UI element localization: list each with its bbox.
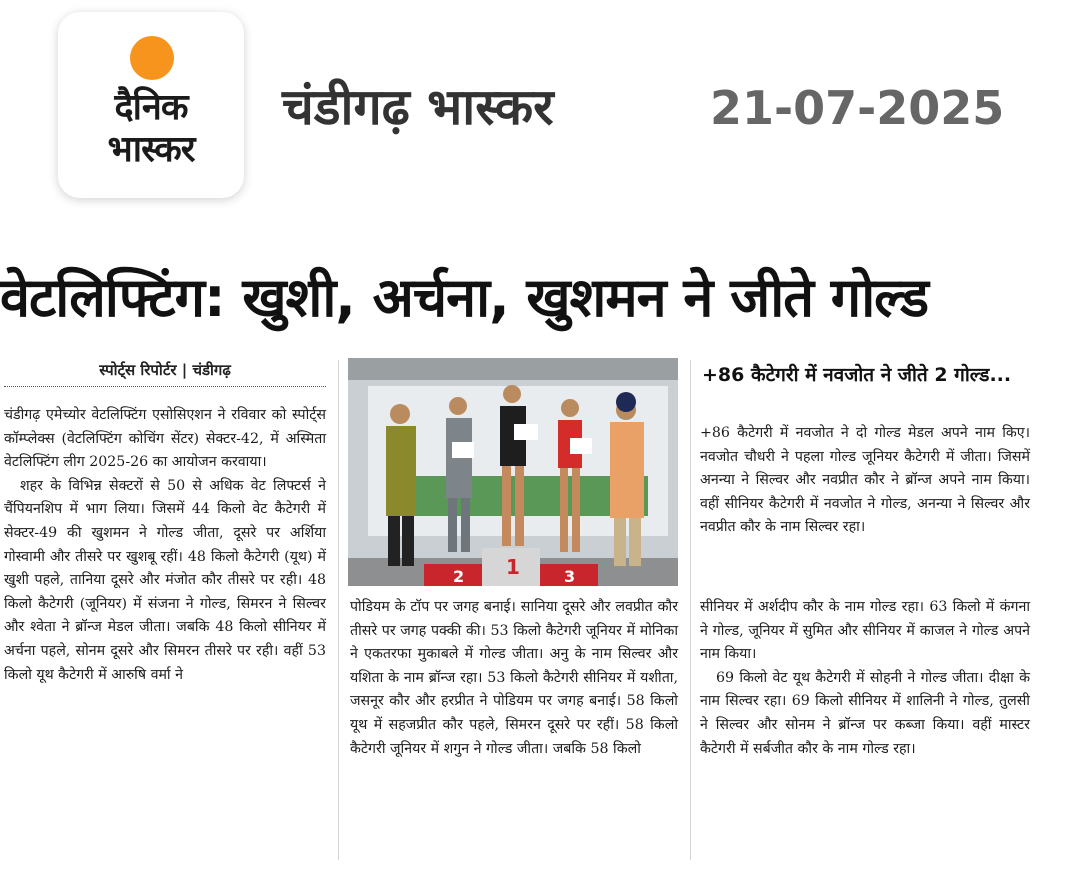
podium-photo <box>348 358 678 586</box>
sub-story <box>700 422 1030 540</box>
byline-divider <box>4 386 326 387</box>
paragraph-intro: चंडीगढ़ एमेच्योर वेटलिफ्टिंग एसोसिएशन ने रविवार को स्पोर्ट्स कॉम्प्लेक्स (वेटलिफ्टिंग कोचिंग सेंटर) सेक्टर-42, में अस्मिता वेटलिफ्टिंग लीग 2025-26 का आयोजन करवाया। <box>4 407 326 471</box>
paragraph-results-2: पोडियम के टॉप पर जगह बनाई। सानिया दूसरे और लवप्रीत कौर तीसरे पर जगह पक्की की। 53 किलो कैटेगरी जूनियर में मोनिका ने एकतरफा मुकाबले में गोल्ड जीता। अनु के नाम सिल्वर और यशिता के नाम ब्रॉन्ज रहा। 53 किलो कैटेगरी सीनियर में यशीता, जसनूर कौर और हरप्रीत ने पोडियम पर जगह बनाई। 58 किलो यूथ में सहजप्रीत कौर पहले, सिमरन दूसरे पर रहीं। 58 किलो कैटेगरी जूनियर में शगुन ने गोल्ड जीता। जबकि 58 किलो <box>350 599 678 757</box>
podium-label-first: 1 <box>506 555 520 579</box>
article-headline: वेटलिफ्टिंग: खुशी, अर्चना, खुशमन ने जीते गोल्ड <box>0 266 929 329</box>
podium-label-third: 3 <box>564 567 576 586</box>
logo-text-line2: भास्कर <box>107 129 195 170</box>
column-divider <box>338 360 339 860</box>
article-byline: स्पोर्ट्स रिपोर्टर | चंडीगढ़ <box>99 361 231 379</box>
sun-icon <box>130 36 174 80</box>
podium-label-second: 2 <box>453 567 465 586</box>
article-column-3 <box>700 596 1030 761</box>
column-divider <box>690 360 691 860</box>
paragraph-results-4: 69 किलो वेट यूथ कैटेगरी में सोहनी ने गोल्ड जीता। दीक्षा के नाम सिल्वर रहा। 69 किलो सीनियर में शालिनी ने गोल्ड, तुलसी ने सिल्वर और सोनम ने ब्रॉन्ज पर कब्जा किया। वहीं मास्टर कैटेगरी में सर्बजीत कौर के नाम गोल्ड रहा। <box>700 669 1030 757</box>
edition-name: चंडीगढ़ भास्कर <box>282 78 554 136</box>
sub-headline: +86 कैटेगरी में नवजोत ने जीते 2 गोल्ड... <box>702 364 1012 386</box>
article-column-2 <box>350 596 678 761</box>
newspaper-logo <box>58 12 244 198</box>
logo-text-line1: दैनिक <box>114 87 188 128</box>
paragraph-results-3: सीनियर में अर्शदीप कौर के नाम गोल्ड रहा। 63 किलो में कंगना ने गोल्ड, जूनियर में सुमित और सीनियर में काजल ने गोल्ड अपने नाम किया। <box>700 599 1030 663</box>
paragraph-substory: +86 कैटेगरी में नवजोत ने दो गोल्ड मेडल अपने नाम किए। नवजोत चौधरी ने पहला गोल्ड जूनियर कैटेगरी में जीता। जिसमें अनन्या ने सिल्वर और नवप्रीत कौर ने ब्रॉन्ज अपने नाम किया। वहीं सीनियर कैटेगरी में नवजोत ने गोल्ड, अनन्या ने सिल्वर और नवप्रीत कौर के नाम सिल्वर रहा। <box>700 425 1030 536</box>
paragraph-results-1: शहर के विभिन्न सेक्टरों से 50 से अधिक वेट लिफ्टर्स ने चैंपियनशिप में भाग लिया। जिसमें 44 किलो वेट कैटेगरी में सेक्टर-49 की खुशमन ने गोल्ड जीता, दूसरे पर अर्शिया गोस्वामी और तीसरे पर खुशबू रहीं। 48 किलो कैटेगरी (यूथ) में खुशी पहले, तानिया दूसरे और मंजोत कौर तीसरे पर रही। 48 किलो कैटेगरी (जूनियर) में संजना ने गोल्ड, सिमरन ने सिल्वर और श्वेता ने ब्रॉन्ज मेडल जीता। जबकि 48 किलो सीनियर में अर्चना पहले, सोनम दूसरे और सिमरन तीसरे पर रही। वहीं 53 किलो यूथ कैटेगरी में आरुषि वर्मा ने <box>4 477 326 683</box>
edition-date: 21-07-2025 <box>710 81 1005 135</box>
article-column-1 <box>4 404 326 687</box>
